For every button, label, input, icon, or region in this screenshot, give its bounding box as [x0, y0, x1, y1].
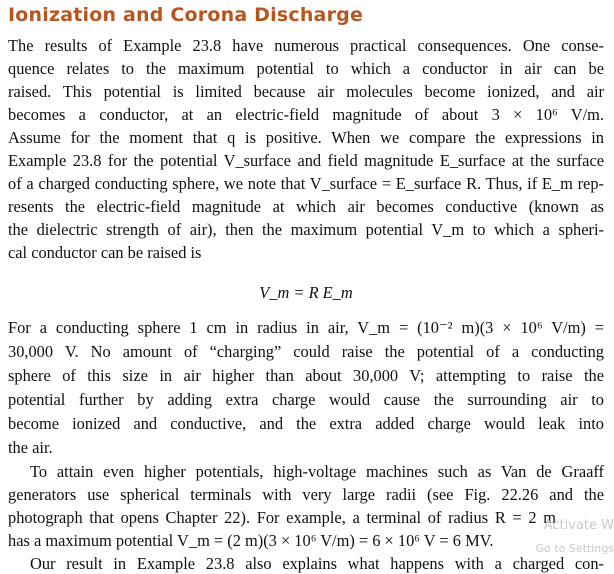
p1-line-1: The results of Example 23.8 have numerous practical consequences. One conse-	[8, 36, 604, 55]
p1-line-2: quence relates to the maximum potential to which a conductor in air can be	[8, 59, 604, 78]
p1-line-7: of a charged conducting sphere, we note that V_surface = E_surface R. Thus, if E_m rep-	[8, 174, 604, 193]
activation-watermark-settings: Go to Settings	[535, 542, 614, 555]
p1-line-9: the dielectric strength of air), then the maximum potential V_m to which a spheri-	[8, 220, 604, 239]
p2-line-2: 30,000 V. No amount of “charging” could raise the potential of a conducting	[8, 342, 604, 361]
p1-line-10: cal conductor can be raised is	[8, 243, 202, 262]
p2-line-3: sphere of this size in air higher than about 30,000 V; attempting to raise the	[8, 366, 604, 385]
p1-line-8: resents the electric-field magnitude at which air becomes conductive (known as	[8, 197, 604, 216]
p2-line-6: the air.	[8, 438, 53, 457]
p1-line-6: Example 23.8 for the potential V_surface and field magnitude E_surface at the surface	[8, 151, 604, 170]
p1-line-3-text: raised. This potential is limited because air molecules become ionized, and air	[8, 82, 604, 101]
p1-line-5: Assume for the moment that q is positive. When we compare the expressions in	[8, 128, 604, 147]
p2-line-5: become ionized and conductive, and the extra added charge would leak into	[8, 414, 604, 433]
p2-line-1: For a conducting sphere 1 cm in radius in air, V_m = (10⁻² m)(3 × 10⁶ V/m) =	[8, 318, 604, 337]
p4-line-1: Our result in Example 23.8 also explains what happens with a charged con-	[30, 554, 604, 573]
activation-watermark: Activate W	[543, 518, 614, 533]
p3-line-1: To attain even higher potentials, high-voltage machines such as Van de Graaff	[30, 462, 604, 481]
p3-line-3: photograph that opens Chapter 22). For example, a terminal of radius R = 2 m	[8, 508, 556, 527]
p2-line-4: potential further by adding extra charge would cause the surrounding air to	[8, 390, 604, 409]
section-heading: Ionization and Corona Discharge	[8, 4, 364, 26]
p1-line-3	[8, 82, 604, 102]
equation-vm: V_m = R E_m	[259, 283, 353, 302]
p3-line-4: has a maximum potential V_m = (2 m)(3 × 10⁶ V/m) = 6 × 10⁶ V = 6 MV.	[8, 531, 494, 550]
p1-line-4: becomes a conductor, at an electric-field magnitude of about 3 × 10⁶ V/m.	[8, 105, 604, 124]
p3-line-2: generators use spherical terminals with very large radii (see Fig. 22.26 and the	[8, 485, 604, 504]
